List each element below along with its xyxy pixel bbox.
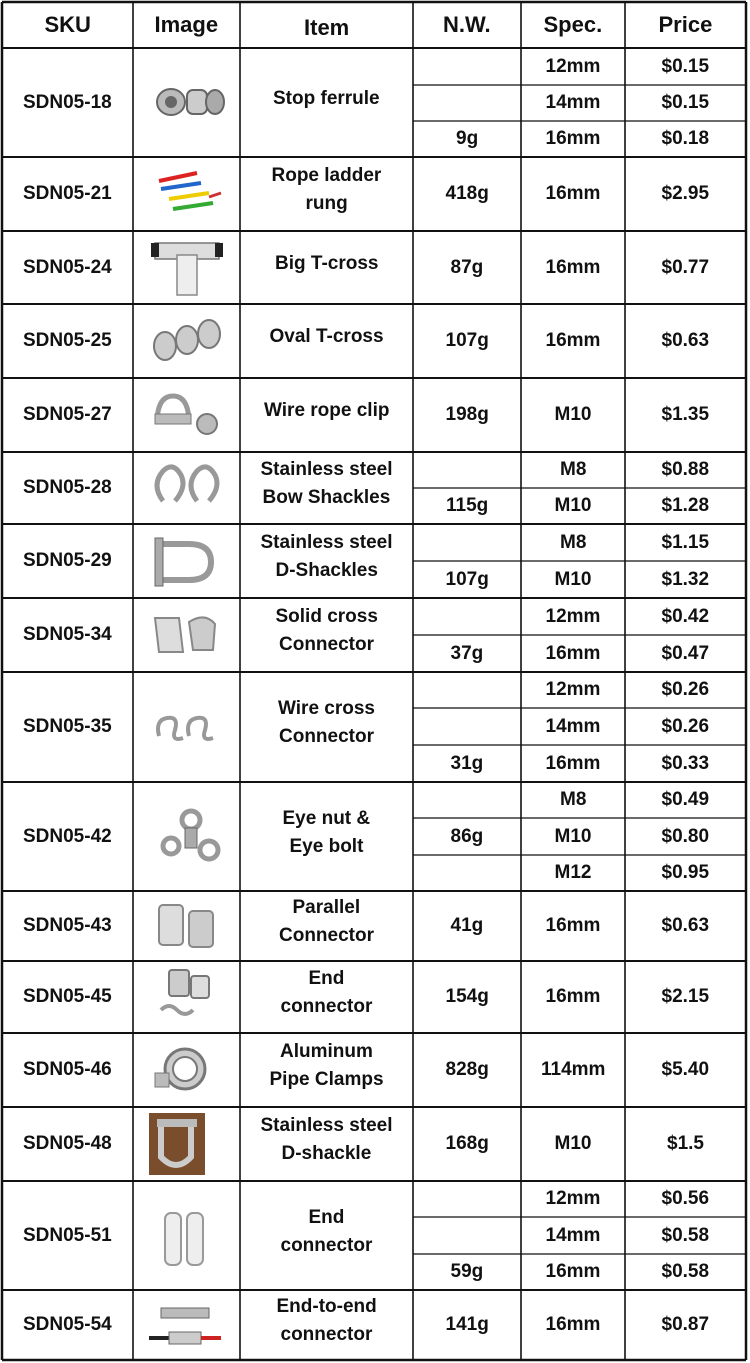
spec-cell: 16mm (545, 1314, 601, 1335)
price-cell: $0.26 (661, 679, 710, 700)
net-weight-cell: 9g (456, 128, 479, 149)
item-name: connector (280, 1324, 373, 1345)
sku-cell: SDN05-24 (23, 256, 112, 278)
price-cell: $0.47 (661, 642, 710, 664)
end-to-end-connector-icon (149, 1294, 225, 1356)
price-cell: $1.5 (667, 1133, 704, 1154)
item-name: Wire rope clip (264, 400, 390, 421)
rope-ladder-rung-icon (149, 163, 225, 225)
stop-ferrule-icon (149, 72, 225, 134)
header-nw: N.W. (443, 12, 491, 37)
spec-cell: M8 (560, 459, 587, 480)
spec-cell: 12mm (545, 1188, 601, 1209)
sku-cell: SDN05-25 (23, 330, 112, 351)
spec-cell: M10 (554, 495, 592, 516)
spec-cell: 12mm (545, 679, 601, 700)
item-name: Oval T-cross (269, 326, 384, 347)
sku-cell: SDN05-48 (23, 1133, 112, 1154)
price-cell: $5.40 (661, 1059, 710, 1080)
end-connector-tube-icon (149, 1205, 225, 1267)
item-name: Eye nut & (282, 807, 371, 829)
price-cell: $0.80 (661, 825, 710, 847)
item-name: Bow Shackles (262, 487, 391, 508)
sku-cell: SDN05-21 (23, 183, 112, 204)
net-weight-cell: 198g (445, 404, 489, 425)
sku-cell: SDN05-28 (23, 477, 112, 498)
spec-cell: M10 (554, 404, 592, 425)
price-cell: $0.26 (661, 715, 710, 737)
big-t-cross-icon (149, 237, 225, 299)
spec-cell: 14mm (545, 92, 601, 113)
sku-cell: SDN05-51 (23, 1224, 112, 1246)
item-name: Stainless steel (260, 532, 393, 553)
price-cell: $0.18 (661, 128, 710, 149)
sku-cell: SDN05-45 (23, 986, 112, 1007)
eye-nut-bolt-icon (149, 806, 225, 868)
header-image: Image (154, 12, 219, 37)
item-name: Connector (279, 925, 374, 946)
net-weight-cell: 828g (445, 1059, 489, 1080)
sku-cell: SDN05-43 (23, 915, 112, 936)
spec-cell: 16mm (545, 915, 601, 936)
net-weight-cell: 154g (445, 986, 489, 1007)
spec-cell: M8 (560, 531, 587, 553)
spec-cell: 114mm (541, 1059, 606, 1080)
item-name: D-Shackles (275, 560, 378, 581)
spec-cell: 16mm (545, 128, 601, 149)
spec-cell: 12mm (545, 55, 601, 77)
sku-cell: SDN05-29 (23, 550, 112, 571)
spec-cell: 16mm (545, 986, 601, 1007)
price-cell: $1.32 (661, 568, 710, 590)
price-cell: $2.15 (661, 986, 710, 1007)
price-cell: $0.42 (661, 605, 710, 627)
sku-cell: SDN05-27 (23, 404, 112, 425)
item-name: Connector (279, 726, 374, 747)
spec-cell: 16mm (545, 256, 601, 278)
item-name: Stainless steel (260, 459, 393, 480)
spec-cell: M10 (554, 568, 592, 590)
item-name: D-shackle (281, 1143, 372, 1164)
spec-cell: 16mm (545, 330, 601, 351)
net-weight-cell: 87g (450, 256, 484, 278)
sku-cell: SDN05-54 (23, 1314, 112, 1335)
oval-t-cross-icon (149, 310, 225, 372)
price-cell: $0.63 (661, 915, 710, 936)
item-name: Pipe Clamps (269, 1069, 384, 1090)
item-name: Eye bolt (289, 835, 364, 857)
sku-cell: SDN05-35 (23, 716, 112, 737)
item-name: Parallel (292, 897, 361, 918)
price-cell: $1.35 (661, 404, 710, 425)
item-name: Rope ladder (271, 165, 382, 186)
sku-cell: SDN05-46 (23, 1059, 112, 1080)
price-cell: $0.88 (661, 459, 710, 480)
price-cell: $0.33 (661, 752, 710, 774)
bow-shackle-icon (149, 457, 225, 519)
item-name: End-to-end (276, 1296, 377, 1317)
item-name: Aluminum (280, 1041, 373, 1062)
sku-cell: SDN05-42 (23, 825, 112, 847)
net-weight-cell: 59g (450, 1261, 484, 1282)
item-name: Solid cross (275, 606, 378, 627)
price-cell: $0.63 (661, 330, 710, 351)
item-name: Wire cross (278, 698, 375, 719)
item-name: Stop ferrule (273, 87, 380, 109)
price-cell: $1.28 (661, 495, 710, 516)
header-spec: Spec. (543, 12, 603, 37)
spec-cell: 16mm (545, 752, 601, 774)
price-cell: $0.58 (661, 1224, 710, 1246)
sku-cell: SDN05-34 (23, 624, 112, 645)
item-name: Big T-cross (275, 252, 379, 274)
net-weight-cell: 168g (445, 1133, 489, 1154)
net-weight-cell: 141g (445, 1314, 489, 1335)
d-shackle-photo-icon (149, 1113, 225, 1175)
price-cell: $1.15 (661, 531, 710, 553)
parallel-connector-icon (149, 895, 225, 957)
header-price: Price (658, 12, 713, 37)
price-cell: $0.49 (661, 789, 710, 810)
header-item: Item (304, 15, 350, 40)
item-name: End (308, 1206, 345, 1228)
net-weight-cell: 41g (450, 915, 484, 936)
net-weight-cell: 37g (450, 642, 484, 664)
price-cell: $0.56 (661, 1188, 710, 1209)
spec-cell: 14mm (545, 1224, 601, 1246)
item-name: rung (305, 193, 348, 214)
price-cell: $0.87 (661, 1314, 710, 1335)
net-weight-cell: 107g (445, 568, 489, 590)
price-cell: $2.95 (661, 183, 710, 204)
spec-cell: M8 (560, 789, 587, 810)
wire-cross-connector-icon (149, 696, 225, 758)
item-name: Stainless steel (260, 1115, 393, 1136)
price-cell: $0.77 (661, 256, 710, 278)
solid-cross-connector-icon (149, 604, 225, 666)
net-weight-cell: 31g (450, 752, 484, 774)
item-name: connector (280, 1234, 373, 1256)
net-weight-cell: 115g (446, 495, 489, 516)
spec-cell: 16mm (545, 642, 601, 664)
price-cell: $0.95 (661, 862, 710, 883)
net-weight-cell: 86g (450, 825, 484, 847)
net-weight-cell: 418g (445, 183, 489, 204)
spec-cell: 16mm (545, 1261, 601, 1282)
spec-cell: M10 (554, 1133, 592, 1154)
spec-cell: M10 (554, 825, 592, 847)
net-weight-cell: 107g (445, 330, 489, 351)
d-shackle-icon (149, 530, 225, 592)
end-connector-icon (149, 966, 225, 1028)
sku-cell: SDN05-18 (23, 91, 112, 113)
item-name: End (308, 968, 345, 989)
pipe-clamp-icon (149, 1039, 225, 1101)
price-cell: $0.15 (661, 55, 710, 77)
price-cell: $0.15 (661, 92, 710, 113)
spec-cell: 14mm (545, 715, 601, 737)
header-sku: SKU (44, 12, 91, 37)
price-cell: $0.58 (661, 1261, 710, 1282)
item-name: connector (280, 996, 373, 1017)
wire-rope-clip-icon (149, 384, 225, 446)
spec-cell: 12mm (545, 605, 601, 627)
spec-cell: M12 (554, 862, 592, 883)
item-name: Connector (279, 634, 374, 655)
spec-cell: 16mm (545, 183, 601, 204)
